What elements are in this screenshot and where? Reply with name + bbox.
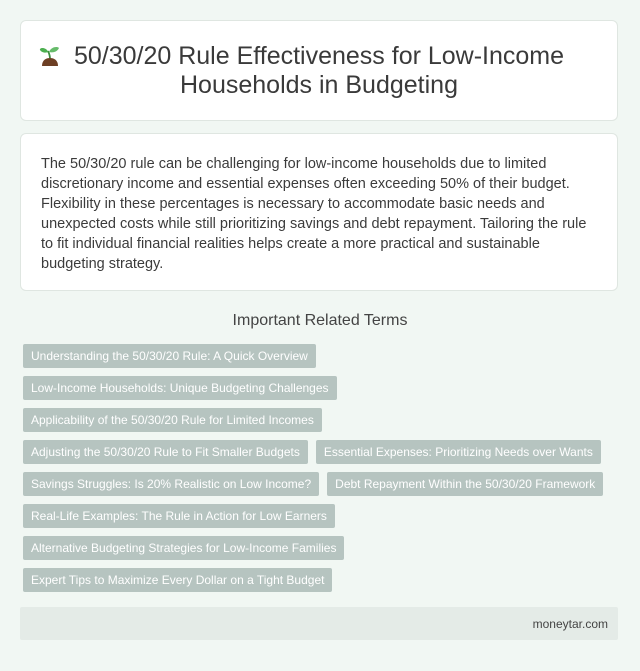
description-text: The 50/30/20 rule can be challenging for low-income households due to limited discretionary income and essential expenses often exceeding 50% of their budget. Flexibility in these percentages is necessary to accommodate basic needs and unexpected costs while still prioritizing savings and debt repayment. Tailoring the rule to fit individual financial realities helps create a more practical and sustainable budgeting strategy. xyxy=(41,156,587,272)
page-title-wrap xyxy=(69,42,569,100)
description-card xyxy=(20,133,618,291)
term-row xyxy=(23,408,623,432)
term-tag[interactable]: Real-Life Examples: The Rule in Action for Low Earners xyxy=(23,504,335,528)
term-tag[interactable]: Savings Struggles: Is 20% Realistic on Low Income? xyxy=(23,472,319,496)
term-tag[interactable]: Expert Tips to Maximize Every Dollar on a Tight Budget xyxy=(23,568,332,592)
term-tag[interactable]: Essential Expenses: Prioritizing Needs over Wants xyxy=(316,440,601,464)
term-tag[interactable]: Adjusting the 50/30/20 Rule to Fit Smaller Budgets xyxy=(23,440,308,464)
title-card xyxy=(20,20,618,121)
term-tag[interactable]: Low-Income Households: Unique Budgeting Challenges xyxy=(23,376,337,400)
related-terms-heading: Important Related Terms xyxy=(232,312,408,329)
page-title: 50/30/20 Rule Effectiveness for Low-Income Households in Budgeting xyxy=(73,41,565,99)
term-row xyxy=(23,472,623,496)
term-row xyxy=(23,440,623,464)
term-tag[interactable]: Applicability of the 50/30/20 Rule for Limited Incomes xyxy=(23,408,322,432)
term-row xyxy=(23,568,623,592)
term-tag[interactable]: Alternative Budgeting Strategies for Low-Income Families xyxy=(23,536,344,560)
related-terms-list xyxy=(23,344,623,600)
term-row xyxy=(23,504,623,528)
footer-site[interactable]: moneytar.com xyxy=(532,617,608,631)
footer xyxy=(20,607,618,640)
sprout-icon xyxy=(37,44,63,70)
term-row xyxy=(23,344,623,368)
term-row xyxy=(23,536,623,560)
term-tag[interactable]: Debt Repayment Within the 50/30/20 Framework xyxy=(327,472,603,496)
term-row xyxy=(23,376,623,400)
term-tag[interactable]: Understanding the 50/30/20 Rule: A Quick Overview xyxy=(23,344,316,368)
